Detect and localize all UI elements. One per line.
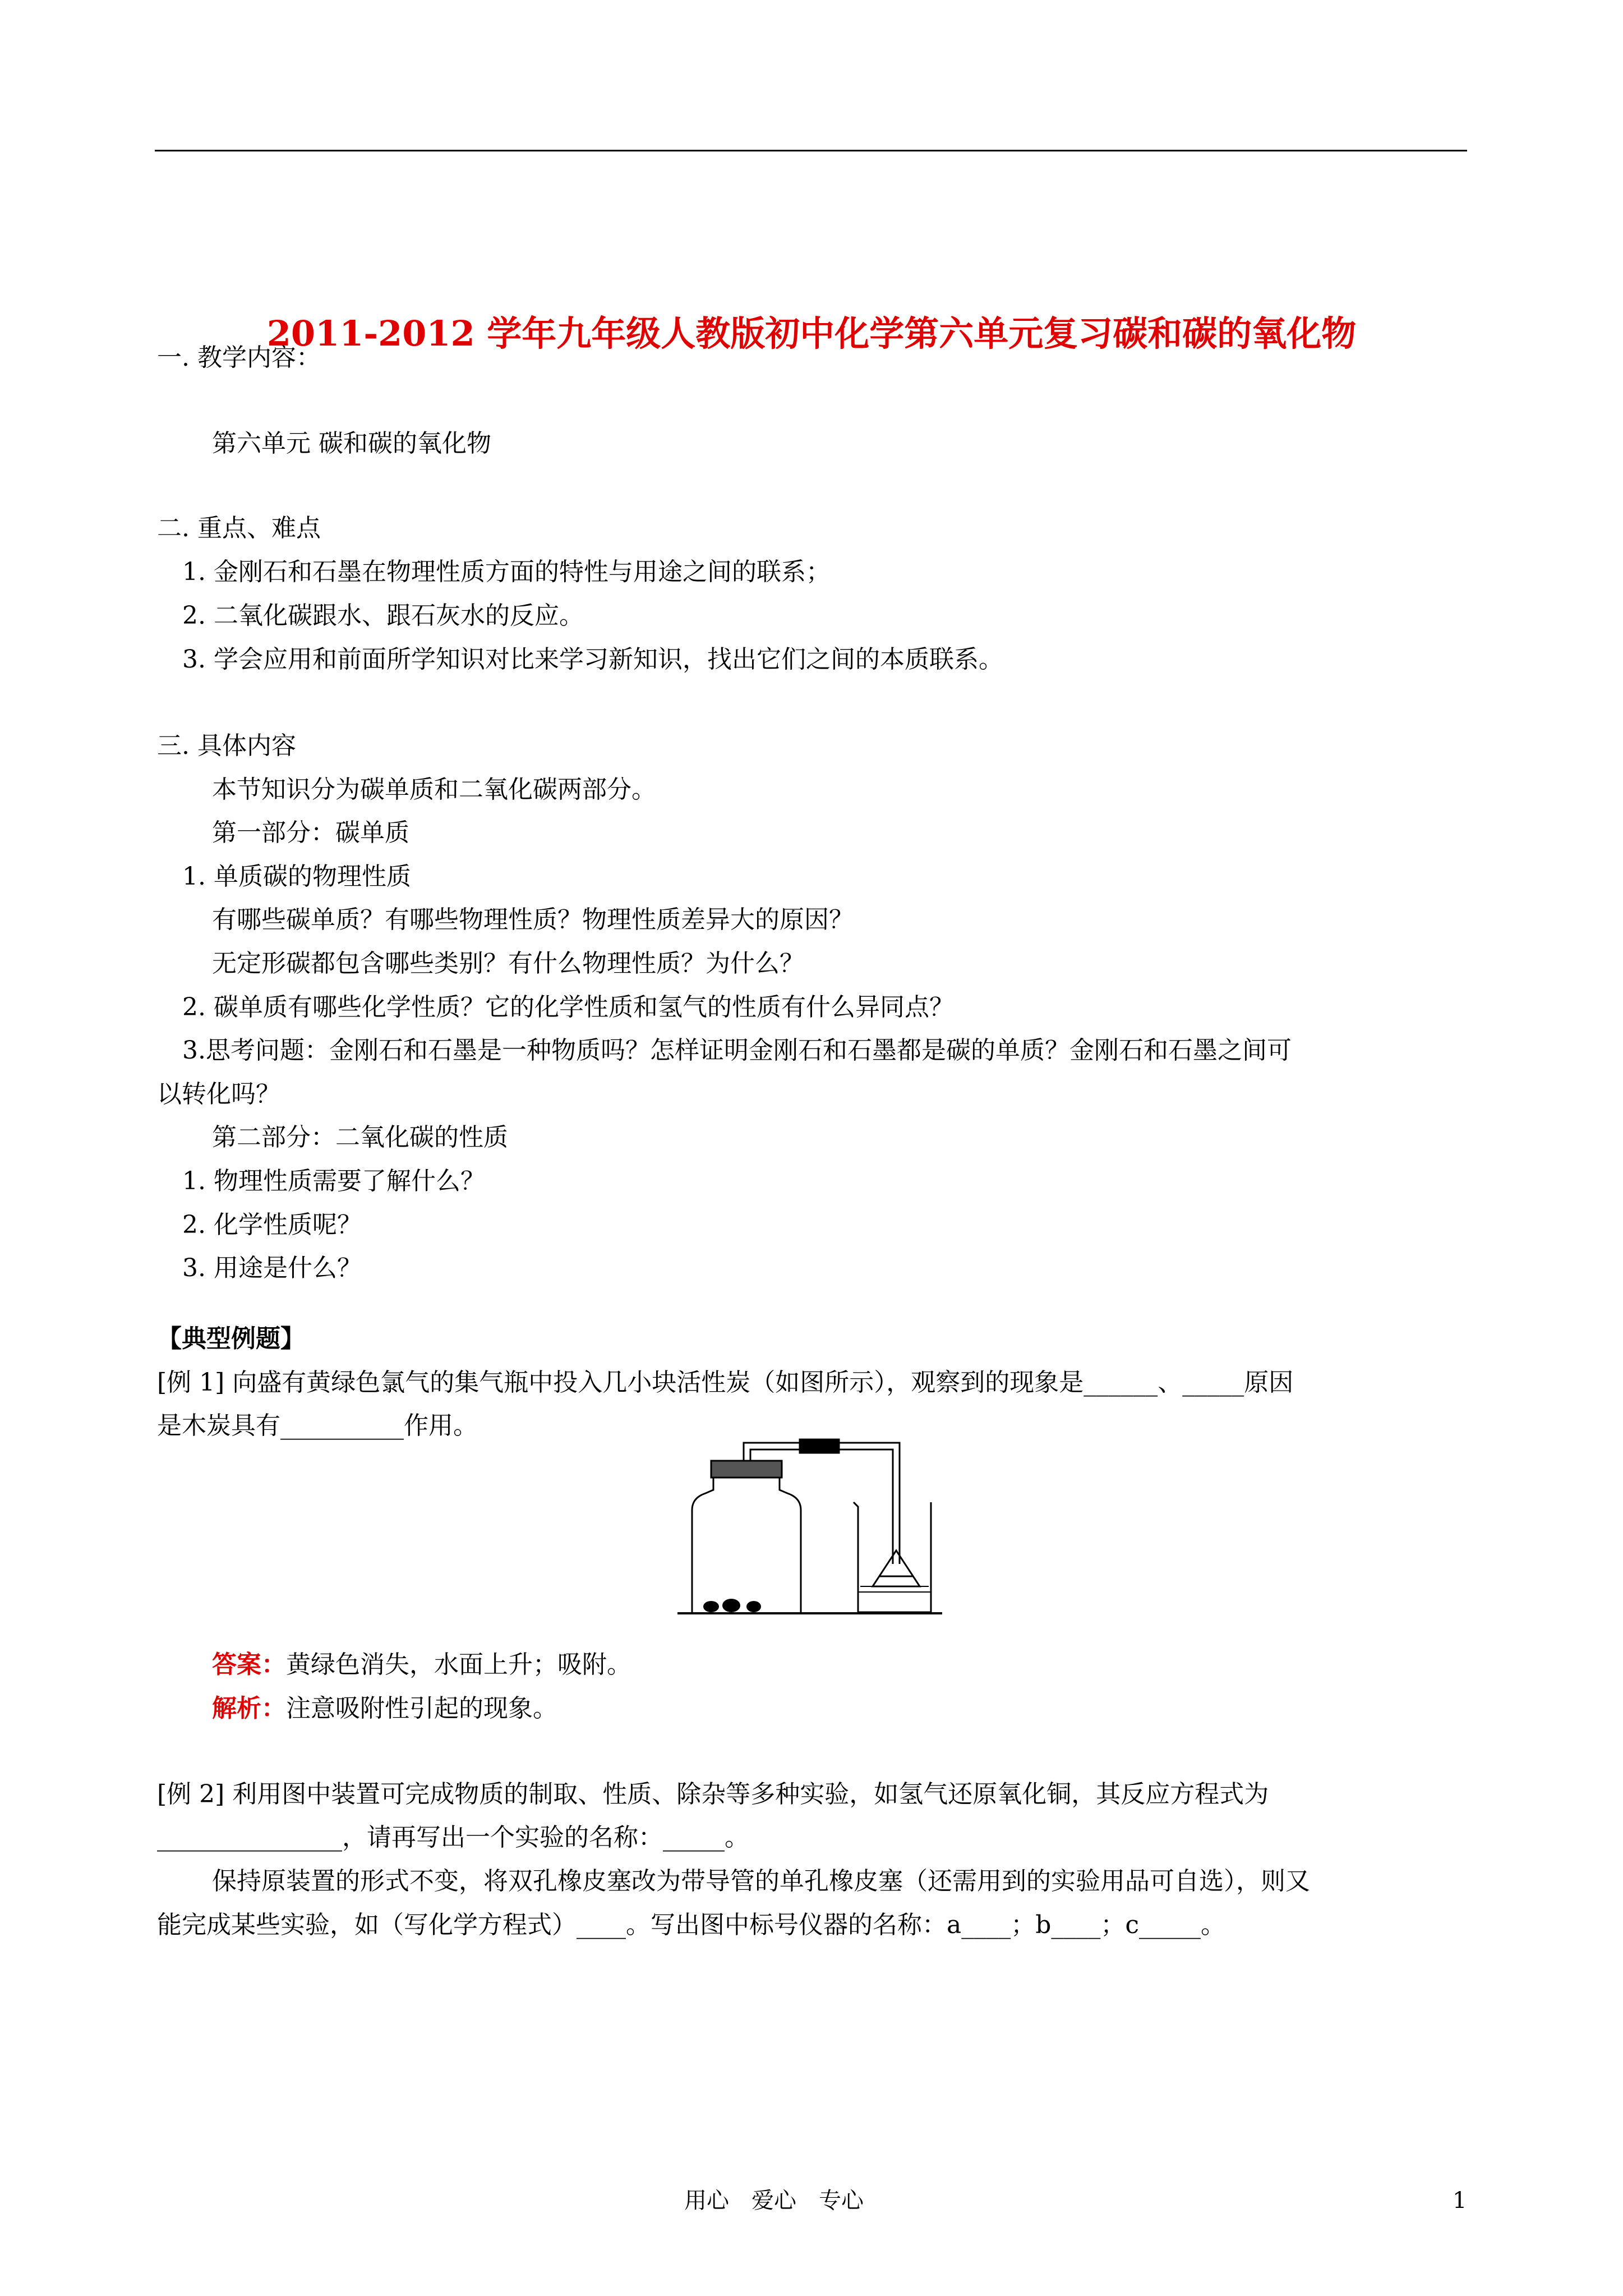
example-1-line-2: 是木炭具有__________作用。 [157,1411,478,1440]
explanation-text: 注意吸附性引起的现象。 [286,1694,557,1723]
example-1-explanation [212,1692,557,1726]
apparatus-figure [677,1435,942,1623]
explanation-label: 解析： [212,1694,286,1723]
section-2-item-2: 2. 二氧化碳跟水、跟石灰水的反应。 [182,601,584,630]
example-2-line-4: 能完成某些实验，如（写化学方程式）____。写出图中标号仪器的名称：a____；b____；c_____。 [157,1911,1226,1939]
answer-label: 答案： [212,1650,286,1679]
part-2-item-3: 3. 用途是什么？ [182,1254,362,1282]
part-1-heading: 第一部分：碳单质 [212,818,409,847]
part-1-item-1: 1. 单质碳的物理性质 [182,862,411,891]
part-1-question-2: 无定形碳都包含哪些类别？有什么物理性质？为什么？ [212,949,804,978]
example-1-line-1: [例 1] 向盛有黄绿色氯气的集气瓶中投入几小块活性炭（如图所示），观察到的现象是______、_____原因 [157,1368,1294,1397]
footer-slogan: 用心 爱心 专心 [684,2188,864,2214]
section-3-intro: 本节知识分为碳单质和二氧化碳两部分。 [212,775,656,804]
examples-heading: 【典型例题】 [157,1324,305,1353]
example-2-line-1: [例 2] 利用图中装置可完成物质的制取、性质、除杂等多种实验，如氢气还原氧化铜，其反应方程式为 [157,1780,1269,1809]
part-1-item-3-line-1: 3.思考问题：金刚石和石墨是一种物质吗？怎样证明金刚石和石墨都是碳的单质？金刚石和石墨之间可 [182,1036,1292,1065]
answer-text: 黄绿色消失，水面上升；吸附。 [286,1650,631,1679]
example-2-line-3: 保持原装置的形式不变，将双孔橡皮塞改为带导管的单孔橡皮塞（还需用到的实验用品可自选），则又 [212,1867,1310,1895]
header-rule [155,150,1467,151]
section-1-line: 第六单元 碳和碳的氧化物 [212,429,491,458]
section-3-heading: 三. 具体内容 [157,731,296,760]
part-1-item-3-line-2: 以转化吗？ [157,1080,280,1108]
example-1-answer [212,1648,631,1682]
section-2-item-1: 1. 金刚石和石墨在物理性质方面的特性与用途之间的联系； [182,558,831,586]
part-2-item-1: 1. 物理性质需要了解什么？ [182,1167,485,1195]
section-1-heading: 一. 教学内容： [157,343,321,372]
part-1-item-2: 2. 碳单质有哪些化学性质？它的化学性质和氢气的性质有什么异同点？ [182,993,954,1022]
page-number: 1 [1453,2188,1467,2214]
document-title: 2011-2012 学年九年级人教版初中化学第六单元复习碳和碳的氧化物 [266,313,1357,354]
section-2-item-3: 3. 学会应用和前面所学知识对比来学习新知识，找出它们之间的本质联系。 [182,645,1003,674]
part-1-question-1: 有哪些碳单质？有哪些物理性质？物理性质差异大的原因？ [212,905,854,934]
part-2-item-2: 2. 化学性质呢？ [182,1211,362,1239]
section-2-heading: 二. 重点、难点 [157,514,321,542]
example-2-line-2: _______________，请再写出一个实验的名称：_____。 [157,1823,749,1852]
part-2-heading: 第二部分：二氧化碳的性质 [212,1123,508,1152]
